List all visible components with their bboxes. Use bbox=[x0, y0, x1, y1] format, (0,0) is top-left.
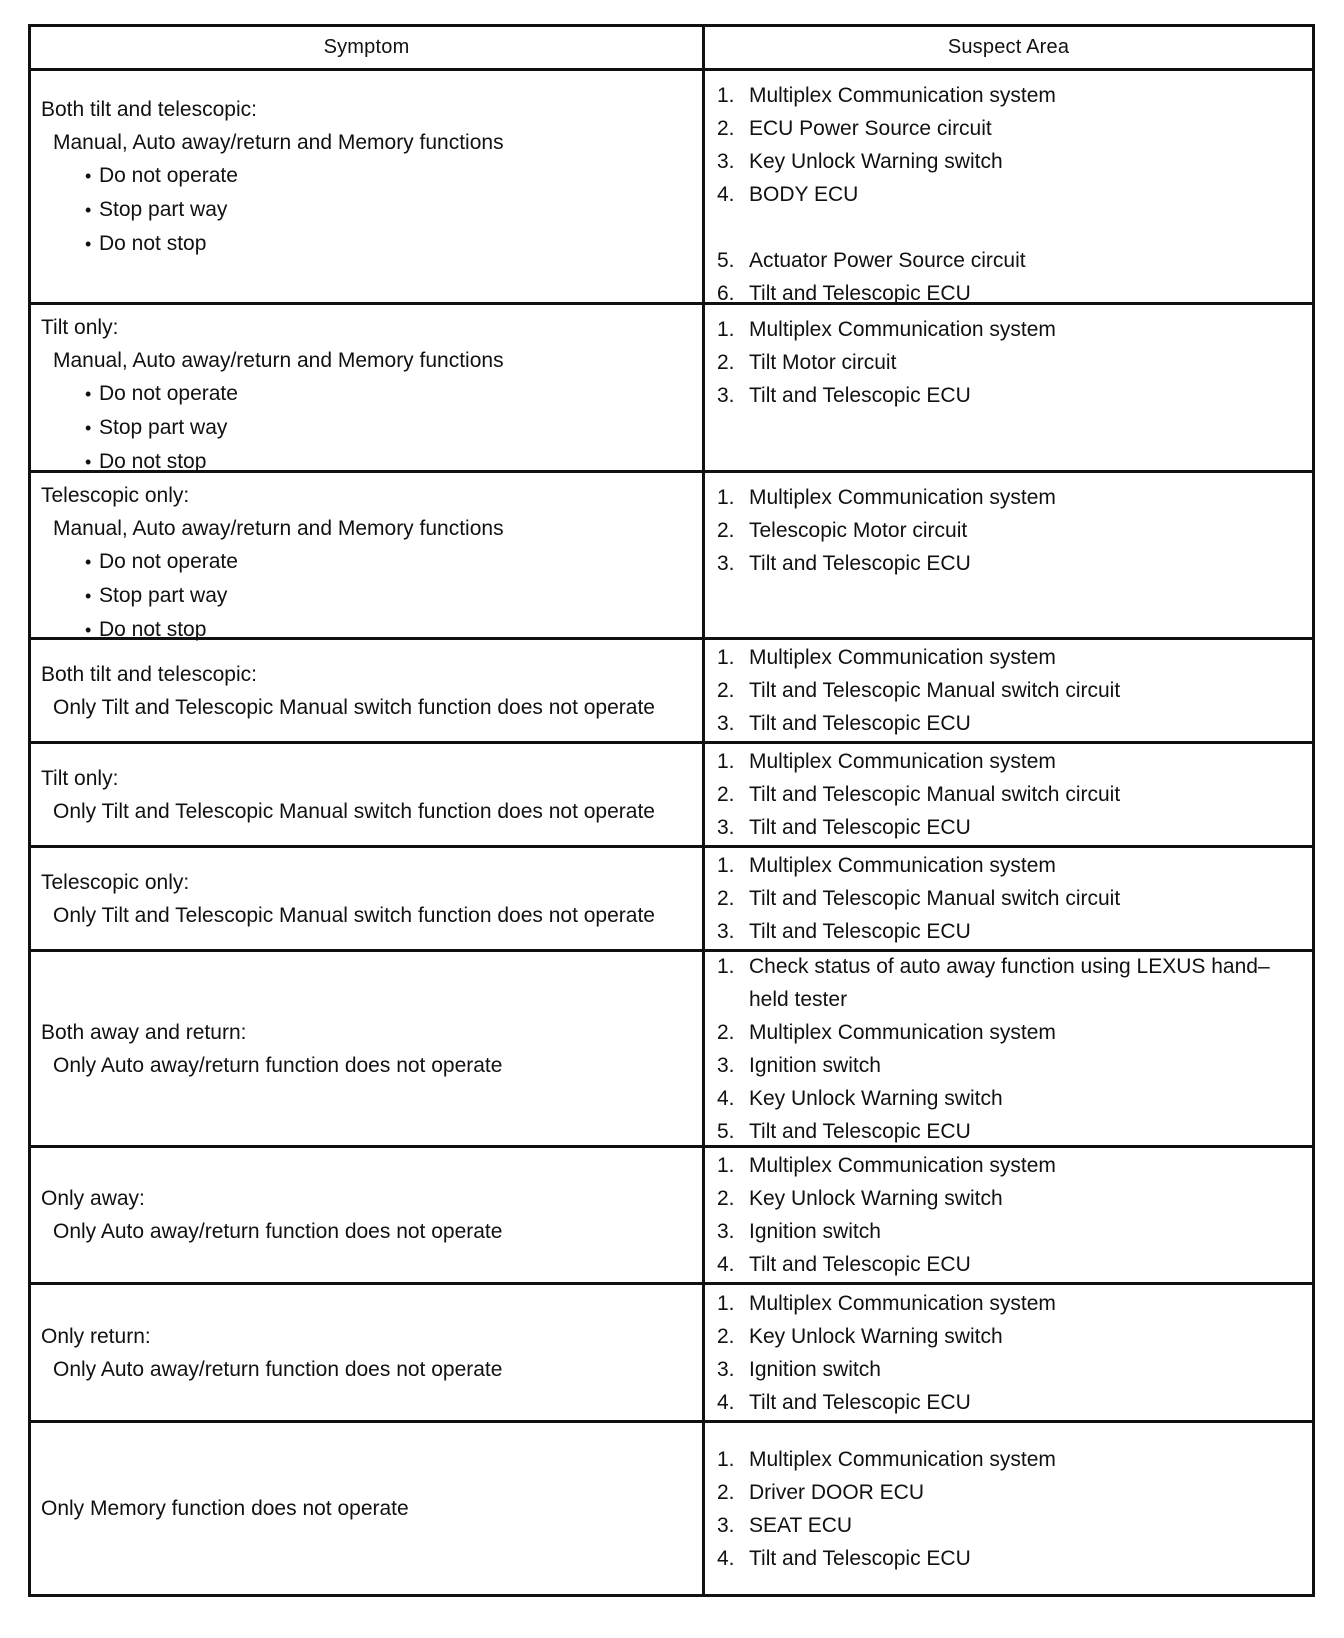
suspect-item bbox=[717, 1509, 1312, 1542]
suspect-number: 1. bbox=[717, 1154, 735, 1177]
suspect-text: Check status of auto away function using LEXUS hand–held tester bbox=[749, 954, 1270, 1011]
suspect-item bbox=[717, 379, 1312, 412]
suspect-item bbox=[717, 745, 1312, 778]
symptom-bullet-list bbox=[41, 377, 702, 479]
suspect-list bbox=[717, 481, 1312, 580]
suspect-number: 2. bbox=[717, 1324, 735, 1348]
suspect-item bbox=[717, 811, 1312, 844]
suspect-text: Key Unlock Warning switch bbox=[749, 150, 1003, 173]
suspect-text: Tilt and Telescopic ECU bbox=[749, 1119, 971, 1143]
suspect-text: Tilt and Telescopic ECU bbox=[749, 1390, 971, 1414]
symptom-detail: Only Auto away/return function does not operate bbox=[53, 1357, 503, 1381]
symptom-cell bbox=[31, 640, 705, 741]
suspect-item bbox=[717, 707, 1312, 740]
suspect-number: 3. bbox=[717, 1053, 735, 1077]
suspect-area-cell bbox=[705, 473, 1312, 637]
table-row bbox=[31, 1285, 1312, 1423]
suspect-number: 3. bbox=[717, 1220, 735, 1243]
suspect-item bbox=[717, 1049, 1312, 1082]
suspect-item bbox=[717, 313, 1312, 346]
suspect-number: 1. bbox=[717, 1447, 735, 1471]
suspect-item bbox=[717, 674, 1312, 707]
suspect-item bbox=[717, 346, 1312, 379]
symptom-detail: Only Tilt and Telescopic Manual switch function does not operate bbox=[53, 799, 655, 823]
suspect-text: Multiplex Communication system bbox=[749, 486, 1056, 509]
suspect-number: 1. bbox=[717, 1291, 735, 1315]
suspect-item bbox=[717, 1082, 1312, 1115]
symptom-detail: Manual, Auto away/return and Memory functions bbox=[53, 349, 504, 372]
suspect-text: Key Unlock Warning switch bbox=[749, 1324, 1003, 1348]
suspect-item bbox=[717, 244, 1312, 277]
symptom-detail: Manual, Auto away/return and Memory functions bbox=[53, 131, 504, 154]
suspect-number: 3. bbox=[717, 384, 735, 407]
suspect-list bbox=[717, 849, 1312, 948]
suspect-number: 2. bbox=[717, 679, 735, 702]
symptom-bullet: • Stop part way bbox=[85, 579, 702, 613]
suspect-number: 3. bbox=[717, 1513, 735, 1537]
table-row bbox=[31, 744, 1312, 848]
suspect-item bbox=[717, 1320, 1312, 1353]
suspect-text: Ignition switch bbox=[749, 1220, 881, 1243]
suspect-text: Multiplex Communication system bbox=[749, 1020, 1056, 1044]
suspect-number: 2. bbox=[717, 351, 735, 374]
table-row bbox=[31, 640, 1312, 744]
suspect-text: Actuator Power Source circuit bbox=[749, 249, 1026, 272]
suspect-number: 3. bbox=[717, 712, 735, 735]
table-row bbox=[31, 305, 1312, 473]
suspect-text: BODY ECU bbox=[749, 183, 859, 206]
suspect-item bbox=[717, 178, 1312, 211]
symptom-bullet: • Do not operate bbox=[85, 159, 702, 193]
table-row bbox=[31, 1423, 1312, 1594]
table-row bbox=[31, 1148, 1312, 1285]
suspect-item bbox=[717, 915, 1312, 948]
suspect-list bbox=[717, 79, 1312, 310]
symptom-cell bbox=[31, 952, 705, 1145]
suspect-item bbox=[717, 1215, 1312, 1248]
suspect-number: 2. bbox=[717, 1020, 735, 1044]
suspect-text: SEAT ECU bbox=[749, 1513, 853, 1537]
suspect-item bbox=[717, 514, 1312, 547]
suspect-number: 1. bbox=[717, 84, 735, 107]
symptom-title: Tilt only: bbox=[41, 766, 119, 790]
symptom-bullet: • Do not operate bbox=[85, 545, 702, 579]
suspect-number: 6. bbox=[717, 282, 735, 305]
suspect-number: 1. bbox=[717, 486, 735, 509]
suspect-item bbox=[717, 1353, 1312, 1386]
suspect-list bbox=[717, 313, 1312, 412]
suspect-item bbox=[717, 547, 1312, 580]
suspect-text: Ignition switch bbox=[749, 1053, 881, 1077]
symptom-cell bbox=[31, 848, 705, 949]
symptom-title: Both tilt and telescopic: bbox=[41, 98, 257, 121]
symptom-bullet: • Do not stop bbox=[85, 445, 702, 479]
suspect-item bbox=[717, 145, 1312, 178]
suspect-area-cell bbox=[705, 1148, 1312, 1282]
symptom-bullet-list bbox=[41, 545, 702, 647]
symptom-bullet: • Stop part way bbox=[85, 193, 702, 227]
suspect-text: Key Unlock Warning switch bbox=[749, 1086, 1003, 1110]
suspect-text: Multiplex Communication system bbox=[749, 750, 1056, 773]
suspect-number: 2. bbox=[717, 1480, 735, 1504]
suspect-area-cell bbox=[705, 305, 1312, 470]
symptom-title: Both tilt and telescopic: bbox=[41, 662, 257, 686]
suspect-text: Tilt and Telescopic ECU bbox=[749, 552, 971, 575]
suspect-text: Tilt and Telescopic Manual switch circuit bbox=[749, 783, 1121, 806]
suspect-list bbox=[717, 745, 1312, 844]
symptom-bullet: • Do not stop bbox=[85, 613, 702, 647]
suspect-number: 1. bbox=[717, 854, 735, 877]
suspect-number: 3. bbox=[717, 816, 735, 839]
suspect-area-cell bbox=[705, 744, 1312, 845]
suspect-list bbox=[717, 1149, 1312, 1281]
symptom-title: Only Memory function does not operate bbox=[41, 1497, 409, 1520]
symptom-title: Telescopic only: bbox=[41, 484, 190, 507]
suspect-text: Tilt and Telescopic Manual switch circuit bbox=[749, 679, 1121, 702]
symptom-bullet: • Stop part way bbox=[85, 411, 702, 445]
suspect-item bbox=[717, 1443, 1312, 1476]
suspect-item bbox=[717, 778, 1312, 811]
symptom-title: Only return: bbox=[41, 1324, 151, 1348]
suspect-number: 2. bbox=[717, 117, 735, 140]
suspect-item bbox=[717, 1386, 1312, 1419]
suspect-text: ECU Power Source circuit bbox=[749, 117, 992, 140]
suspect-text: Tilt and Telescopic ECU bbox=[749, 282, 971, 305]
suspect-text: Tilt and Telescopic ECU bbox=[749, 1546, 971, 1570]
suspect-area-column-header: Suspect Area bbox=[947, 36, 1070, 58]
suspect-item bbox=[717, 112, 1312, 145]
suspect-number: 1. bbox=[717, 318, 735, 341]
suspect-item bbox=[717, 1016, 1312, 1049]
symptom-cell bbox=[31, 744, 705, 845]
suspect-number: 4. bbox=[717, 183, 735, 206]
suspect-item bbox=[717, 1287, 1312, 1320]
suspect-item bbox=[717, 641, 1312, 674]
suspect-area-cell bbox=[705, 1285, 1312, 1420]
suspect-item bbox=[717, 79, 1312, 112]
suspect-area-cell bbox=[705, 952, 1312, 1145]
table-row bbox=[31, 71, 1312, 305]
suspect-number: 4. bbox=[717, 1546, 735, 1570]
table-row bbox=[31, 848, 1312, 952]
suspect-text: Multiplex Communication system bbox=[749, 318, 1056, 341]
suspect-text: Multiplex Communication system bbox=[749, 646, 1056, 669]
symptom-detail: Only Auto away/return function does not operate bbox=[53, 1053, 503, 1077]
suspect-item bbox=[717, 1476, 1312, 1509]
suspect-list bbox=[717, 1443, 1312, 1575]
suspect-text: Tilt and Telescopic ECU bbox=[749, 384, 971, 407]
suspect-text: Multiplex Communication system bbox=[749, 854, 1056, 877]
symptom-cell bbox=[31, 473, 705, 641]
symptom-detail: Only Tilt and Telescopic Manual switch function does not operate bbox=[53, 695, 655, 719]
suspect-number: 4. bbox=[717, 1390, 735, 1414]
suspect-list bbox=[717, 1287, 1312, 1419]
suspect-number: 2. bbox=[717, 1187, 735, 1210]
suspect-text: Multiplex Communication system bbox=[749, 1447, 1056, 1471]
suspect-number: 1. bbox=[717, 954, 735, 978]
suspect-item bbox=[717, 1542, 1312, 1575]
suspect-text: Multiplex Communication system bbox=[749, 1154, 1056, 1177]
suspect-number: 5. bbox=[717, 1119, 735, 1143]
suspect-text: Tilt and Telescopic ECU bbox=[749, 816, 971, 839]
suspect-number: 3. bbox=[717, 552, 735, 575]
symptom-bullet: • Do not operate bbox=[85, 377, 702, 411]
suspect-number: 2. bbox=[717, 887, 735, 910]
symptom-detail: Manual, Auto away/return and Memory functions bbox=[53, 517, 504, 540]
suspect-text: Key Unlock Warning switch bbox=[749, 1187, 1003, 1210]
table-row bbox=[31, 473, 1312, 640]
suspect-text: Tilt and Telescopic ECU bbox=[749, 712, 971, 735]
suspect-area-cell bbox=[705, 640, 1312, 741]
suspect-number: 1. bbox=[717, 646, 735, 669]
suspect-text: Driver DOOR ECU bbox=[749, 1480, 925, 1504]
suspect-text: Multiplex Communication system bbox=[749, 84, 1056, 107]
symptom-detail: Only Auto away/return function does not operate bbox=[53, 1220, 503, 1243]
suspect-number: 4. bbox=[717, 1086, 735, 1110]
symptom-detail: Only Tilt and Telescopic Manual switch function does not operate bbox=[53, 903, 655, 927]
symptom-cell bbox=[31, 1285, 705, 1420]
suspect-area-cell bbox=[705, 848, 1312, 949]
symptom-title: Telescopic only: bbox=[41, 870, 190, 894]
suspect-area-cell bbox=[705, 71, 1312, 305]
suspect-number: 1. bbox=[717, 750, 735, 773]
suspect-number: 3. bbox=[717, 1357, 735, 1381]
symptom-column-header: Symptom bbox=[31, 27, 705, 68]
suspect-item bbox=[717, 1182, 1312, 1215]
suspect-text: Multiplex Communication system bbox=[749, 1291, 1056, 1315]
symptom-cell bbox=[31, 71, 705, 302]
suspect-number: 2. bbox=[717, 783, 735, 806]
suspect-item bbox=[717, 950, 1312, 1016]
suspect-area-cell bbox=[705, 1423, 1312, 1594]
symptom-title: Tilt only: bbox=[41, 316, 119, 339]
suspect-text: Ignition switch bbox=[749, 1357, 881, 1381]
suspect-number: 5. bbox=[717, 249, 735, 272]
symptom-cell bbox=[31, 1423, 705, 1594]
suspect-text: Tilt and Telescopic Manual switch circuit bbox=[749, 887, 1121, 910]
suspect-text: Tilt Motor circuit bbox=[749, 351, 897, 374]
suspect-number: 3. bbox=[717, 920, 735, 943]
suspect-item bbox=[717, 481, 1312, 514]
suspect-text: Tilt and Telescopic ECU bbox=[749, 920, 971, 943]
table-row bbox=[31, 952, 1312, 1148]
suspect-item bbox=[717, 882, 1312, 915]
symptom-bullet: • Do not stop bbox=[85, 227, 702, 261]
suspect-list bbox=[717, 950, 1312, 1148]
symptom-title: Only away: bbox=[41, 1187, 145, 1210]
symptom-cell bbox=[31, 1148, 705, 1282]
suspect-number: 2. bbox=[717, 519, 735, 542]
suspect-item bbox=[717, 849, 1312, 882]
table-header-row bbox=[31, 27, 1312, 71]
suspect-item bbox=[717, 1248, 1312, 1281]
symptom-cell bbox=[31, 305, 705, 473]
suspect-list bbox=[717, 641, 1312, 740]
suspect-text: Tilt and Telescopic ECU bbox=[749, 1253, 971, 1276]
suspect-number: 3. bbox=[717, 150, 735, 173]
symptom-bullet-list bbox=[41, 159, 702, 261]
suspect-text: Telescopic Motor circuit bbox=[749, 519, 968, 542]
suspect-number: 4. bbox=[717, 1253, 735, 1276]
symptom-title: Both away and return: bbox=[41, 1020, 247, 1044]
troubleshooting-table bbox=[28, 24, 1315, 1597]
suspect-item bbox=[717, 1149, 1312, 1182]
suspect-item bbox=[717, 1115, 1312, 1148]
